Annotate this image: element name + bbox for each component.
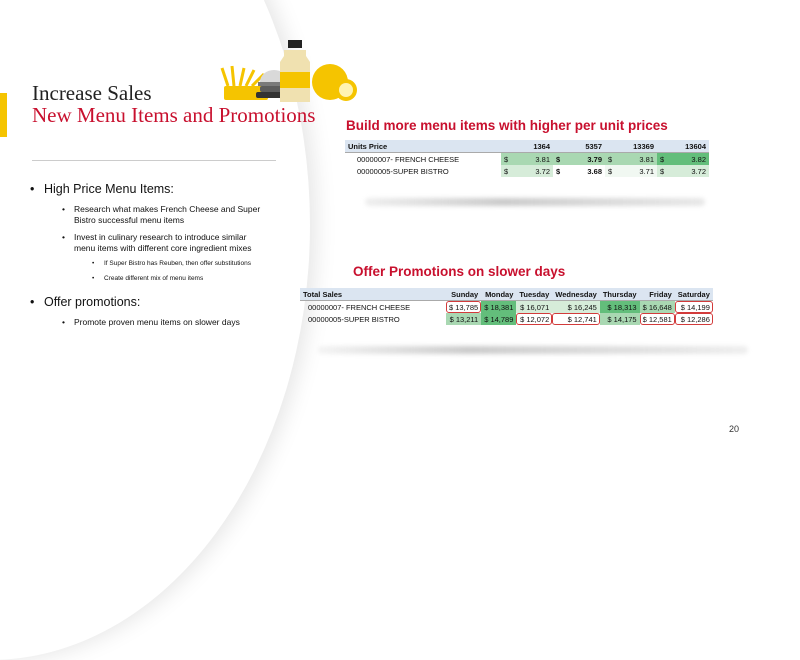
title-line-2: New Menu Items and Promotions bbox=[32, 103, 316, 127]
currency-cell: $ bbox=[657, 153, 673, 166]
column-header: Wednesday bbox=[552, 288, 600, 301]
table-row bbox=[300, 301, 713, 314]
table-cell: $ 16,648 bbox=[640, 301, 675, 314]
food-illustration bbox=[218, 38, 366, 110]
table-cell: $ 14,789 bbox=[481, 313, 516, 325]
table-cell: 3.72 bbox=[517, 165, 553, 177]
table-cell: $ 13,211 bbox=[446, 313, 481, 325]
table-cell: $ 12,286 bbox=[675, 313, 713, 325]
row-label: 00000007- FRENCH CHEESE bbox=[308, 302, 411, 312]
orange-icon bbox=[312, 64, 357, 101]
currency-cell: $ bbox=[605, 165, 621, 177]
column-header: 5357 bbox=[553, 140, 605, 153]
unit-price-heading: Build more menu items with higher per unit prices bbox=[346, 118, 668, 133]
table-cell: $ 14,199 bbox=[675, 301, 713, 314]
bullet-offer: • Offer promotions: bbox=[30, 295, 270, 309]
currency-cell: $ bbox=[556, 166, 561, 176]
column-header: Monday bbox=[481, 288, 516, 301]
table-row bbox=[345, 165, 709, 177]
title-line-1: Increase Sales bbox=[32, 81, 152, 105]
table-cell: $ 13,785 bbox=[446, 301, 481, 314]
currency-cell: $ bbox=[553, 153, 569, 166]
bullet-high-price: • High Price Menu Items: bbox=[30, 182, 270, 196]
table-header bbox=[300, 288, 713, 301]
table-cell: 3.71 bbox=[621, 165, 657, 177]
table-cell: 3.81 bbox=[517, 153, 553, 166]
accent-bar bbox=[0, 93, 7, 137]
promotions-heading: Offer Promotions on slower days bbox=[353, 264, 566, 279]
column-header: Friday bbox=[640, 288, 675, 301]
row-label: 00000005-SUPER BISTRO bbox=[308, 314, 400, 324]
table-cell: $ 18,381 bbox=[481, 301, 516, 314]
table-header bbox=[345, 140, 709, 153]
row-label: 00000005-SUPER BISTRO bbox=[357, 166, 449, 176]
table-row bbox=[345, 153, 709, 166]
table-cell: 3.79 bbox=[569, 153, 605, 166]
column-header: Tuesday bbox=[516, 288, 552, 301]
table-cell: $ 16,245 bbox=[552, 301, 600, 314]
table-cell: $ 14,175 bbox=[600, 313, 640, 325]
bullet-list bbox=[30, 182, 270, 334]
table-cell: $ 18,313 bbox=[600, 301, 640, 314]
column-header: Units Price bbox=[345, 140, 501, 153]
table-row bbox=[300, 313, 713, 325]
table-cell: $ 12,581 bbox=[640, 313, 675, 325]
table-cell: 3.81 bbox=[621, 153, 657, 166]
currency-cell: $ bbox=[605, 153, 621, 166]
table-cell: $ 16,071 bbox=[516, 301, 552, 314]
unit-price-table bbox=[345, 140, 709, 177]
row-label: 00000007- FRENCH CHEESE bbox=[357, 154, 460, 164]
column-header: Total Sales bbox=[300, 288, 446, 301]
bullet-promote: • Promote proven menu items on slower days bbox=[30, 317, 270, 328]
page-number: 20 bbox=[729, 424, 740, 434]
column-header: Saturday bbox=[675, 288, 713, 301]
column-header: Thursday bbox=[600, 288, 640, 301]
promotions-table bbox=[300, 288, 713, 325]
currency-cell: $ bbox=[501, 165, 517, 177]
table-cell: $ 12,741 bbox=[552, 313, 600, 325]
column-header: Sunday bbox=[446, 288, 481, 301]
table-cell: 3.82 bbox=[673, 153, 709, 166]
column-header: 13369 bbox=[605, 140, 657, 153]
bullet-reuben: • If Super Bistro has Reuben, then offer substitutions bbox=[30, 260, 270, 269]
table-cell: 3.72 bbox=[673, 165, 709, 177]
table-cell: $ 12,072 bbox=[516, 313, 552, 325]
currency-cell: $ bbox=[657, 165, 673, 177]
column-header: 13604 bbox=[657, 140, 709, 153]
column-header: 1364 bbox=[501, 140, 553, 153]
title-divider bbox=[32, 160, 276, 161]
bottle-icon bbox=[280, 40, 310, 102]
blurred-caption bbox=[318, 346, 748, 354]
bullet-mix: • Create different mix of menu items bbox=[30, 275, 270, 284]
currency-cell: $ bbox=[501, 153, 517, 166]
bullet-invest: • Invest in culinary research to introduce similar menu items with different core ingredient mixes bbox=[30, 232, 270, 254]
table-cell: 3.68 bbox=[587, 166, 602, 176]
blurred-caption bbox=[365, 198, 705, 206]
bullet-research: • Research what makes French Cheese and Super Bistro successful menu items bbox=[30, 204, 270, 226]
